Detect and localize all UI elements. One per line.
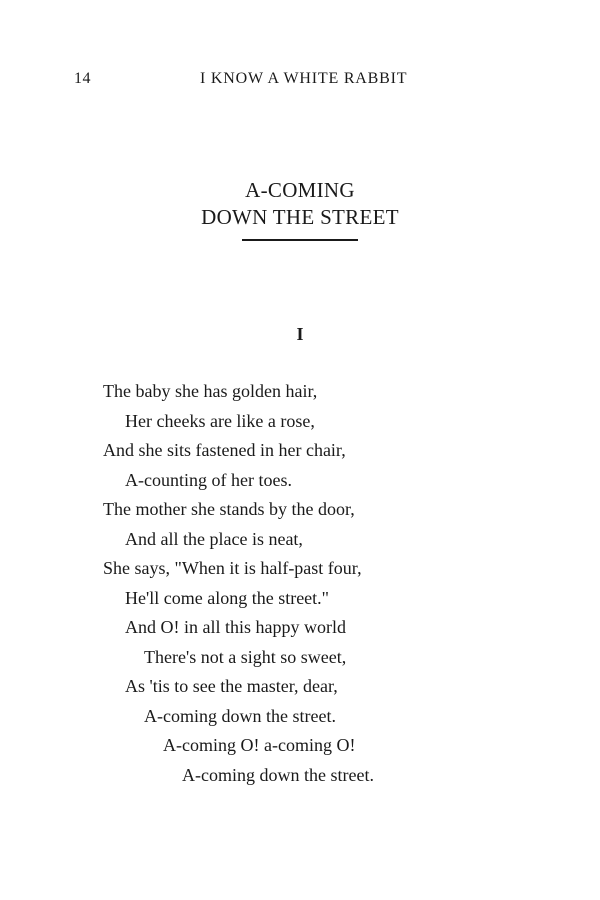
poem-line: A-coming down the street. bbox=[182, 765, 374, 785]
running-head: I KNOW A WHITE RABBIT bbox=[200, 70, 408, 87]
poem-line: The mother she stands by the door, bbox=[103, 499, 355, 519]
poem-line: He'll come along the street." bbox=[125, 588, 330, 608]
poem-line: A-coming O! a-coming O! bbox=[163, 735, 356, 755]
poem-line: And all the place is neat, bbox=[125, 529, 303, 549]
section-numeral: I bbox=[296, 324, 304, 344]
poem-line: As 'tis to see the master, dear, bbox=[125, 676, 338, 696]
poem-title bbox=[190, 177, 410, 231]
poem-line: Her cheeks are like a rose, bbox=[125, 411, 315, 431]
title-divider bbox=[242, 239, 358, 241]
poem-line: The baby she has golden hair, bbox=[103, 381, 318, 401]
poem-title-line: DOWN THE STREET bbox=[201, 205, 399, 229]
poem-line: A-counting of her toes. bbox=[125, 470, 292, 490]
page-number: 14 bbox=[74, 70, 91, 87]
poem-line: She says, "When it is half-past four, bbox=[103, 558, 362, 578]
poem-line: And O! in all this happy world bbox=[125, 617, 346, 637]
poem-line: A-coming down the street. bbox=[144, 706, 336, 726]
poem-line: And she sits fastened in her chair, bbox=[103, 440, 346, 460]
poem-line: There's not a sight so sweet, bbox=[144, 647, 347, 667]
poem-title-line: A-COMING bbox=[245, 178, 355, 202]
